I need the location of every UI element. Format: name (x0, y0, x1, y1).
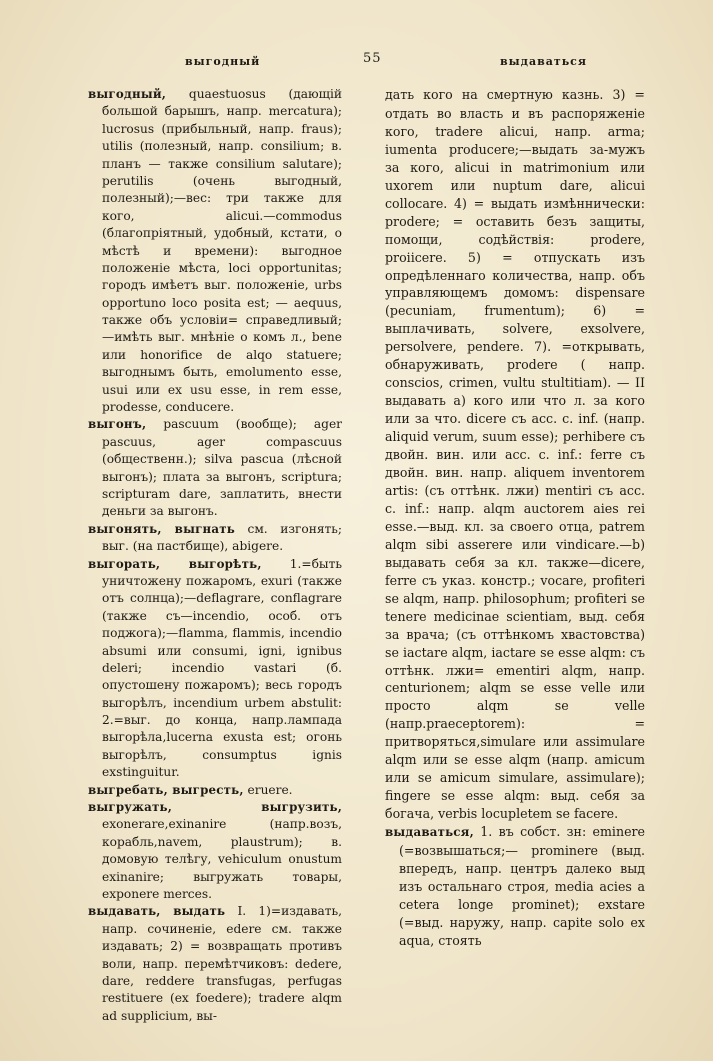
entry-headword: выгорать, выгорѣть, (88, 556, 262, 571)
entry-headword: выдаваться, (385, 825, 474, 840)
header-left-guide-word: выгодный (185, 55, 261, 68)
dictionary-entry (88, 903, 342, 1025)
entry-text: 1.=быть уничтожену пожаромъ, exuri (также отъ солнца);—deflagrare, conflagrare (также съ—incendio, особ. отъ поджога);—flamma, flammis, incendio absumi или consumi, igni, ignibus deleri; incendio vastari (б. опустошену пожаромъ); весь городъ выгорѣлъ, incendium urbem abstulit: 2.=выг. до конца, напр.лампада выгорѣла,lucerna exusta est; огонь выгорѣлъ, consumptus ignis exstinguitur. (102, 556, 342, 780)
page-header (80, 51, 650, 73)
entry-text: см. изгонять; выг. (на пастбище), abigere. (102, 521, 343, 554)
entry-headword: выгодный, (88, 87, 167, 101)
dictionary-entry (88, 521, 342, 556)
entry-headword: выгружать, выгрузить, (88, 800, 342, 815)
entry-headword: выгонять, выгнать (88, 521, 235, 536)
entry-headword: выгонъ, (88, 417, 147, 432)
dictionary-entry (88, 86, 342, 416)
right-column (385, 86, 645, 950)
entry-headword: выдавать, выдать (88, 904, 226, 919)
entry-text: exonerare,exinanire (напр.возъ, корабль,navem, plaustrum); в. домовую телѣгу, vehiculum onustum exinanire; выгружать товары, exponere merces. (102, 817, 342, 901)
dictionary-entry-continuation (385, 86, 645, 823)
entry-headword: выгребать, выгресть, (88, 782, 244, 797)
left-column (88, 86, 342, 1025)
entry-text: дать кого на смертную казнь. 3) = отдать во власть и въ распоряженіе кого, tradere alicui, напр. arma; iumenta producere;—выдать за-мужъ за кого, alicui in matrimonium или uxorem или nuptum dare, alicui collocare. 4) = выдать измѣннически: prodere; = оставить безъ защиты, помощи, содѣйствія: prodere, proiicere. 5) = отпускать изъ опредѣленнаго количества, напр. объ управляющемъ домомъ: dispensare (pecuniam, frumentum); 6) = выплачивать, solvere, exsolvere, persolvere, pendere. 7). =открывать, обнаруживать, prodere ( напр. conscios, crimen, vultu stultitiam). — II выдавать а) кого или что л. за кого или за что. dicere съ acc. c. inf. (напр. aliquid verum, suum esse); perhibere съ двойн. вин. или acc. c. inf.: ferre съ двойн. вин. напр. aliquem inventorem artis: (съ оттѣнк. лжи) mentiri съ acc. c. inf.: напр. alqm auctorem aies rei esse.—выд. кл. за своего отца, patrem alqm sibi asserere или vindicare.—b) выдавать себя за кл. также—dicere, ferre съ указ. констр.; vocare, profiteri se alqm, напр. philosophum; profiteri se tenere medicinae scientiam, выд. себя за врача; (съ оттѣнкомъ хвастовства) se iactare alqm, iactare se esse alqm: съ оттѣнк. лжи= ementiri alqm, напр. centurionem; alqm se esse velle или просто alqm se velle (напр.praeceptorem): = притворяться,simulare или assimulare alqm или se esse alqm (напр. amicum или se amicum simulare, assimulare); fingere se esse alqm: выд. себя за богача, verbis locupletem se facere. (385, 87, 645, 822)
dictionary-entry (385, 823, 645, 950)
dictionary-entry (88, 799, 342, 903)
entry-text: I. 1)=издавать, напр. сочиненіе, edere см. также издавать; 2) = возвращать противъ воли, напр. перемѣтчиковъ: dedere, dare, reddere transfugas, perfugas restituere (ex foedere); tradere alqm ad supplicium, вы- (102, 904, 343, 1023)
dictionary-entry (88, 556, 342, 782)
entry-text: 1. въ собст. зн: eminere (=возвышаться;— prominere (выд. впередъ, напр. центръ далеко выд изъ остальнаго строя, media acies a cetera longe prominet); exstare (=выд. наружу, напр. capite solo ex aqua, стоять (399, 824, 645, 948)
page-number: 55 (363, 51, 382, 66)
entry-text: quaestuosus (дающій большой барышъ, напр. mercatura); lucrosus (прибыльный, напр. fraus); utilis (полезный, напр. consilium; в. планъ — также consilium salutare); perutilis (очень выгодный, полезный);—вес: три также для кого, alicui.—commodus (благопріятный, удобный, кстати, о мѣстѣ и времени): выгодное положеніе мѣста, loci opportunitas; городъ имѣетъ выг. положеніе, urbs opportuno loco posita est; — aequus, также объ условіи= справедливый;—имѣть выг. мнѣніе о комъ л., bene или honorifice de alqo statuere; выгоднымъ быть, emolumento esse, usui или ex usu esse, in rem esse, prodesse, conducere. (102, 87, 343, 415)
entry-text: eruere. (247, 782, 293, 797)
entry-text: pascuum (вообще); ager pascuus, ager compascuus (общественн.); silva pascua (лѣсной выгонъ); плата за выгонъ, scriptura; scripturam dare, заплатить, внести деньги за выгонъ. (102, 417, 342, 519)
dictionary-entry (88, 416, 342, 520)
header-right-guide-word: выдаваться (500, 55, 588, 68)
dictionary-entry (88, 782, 342, 799)
